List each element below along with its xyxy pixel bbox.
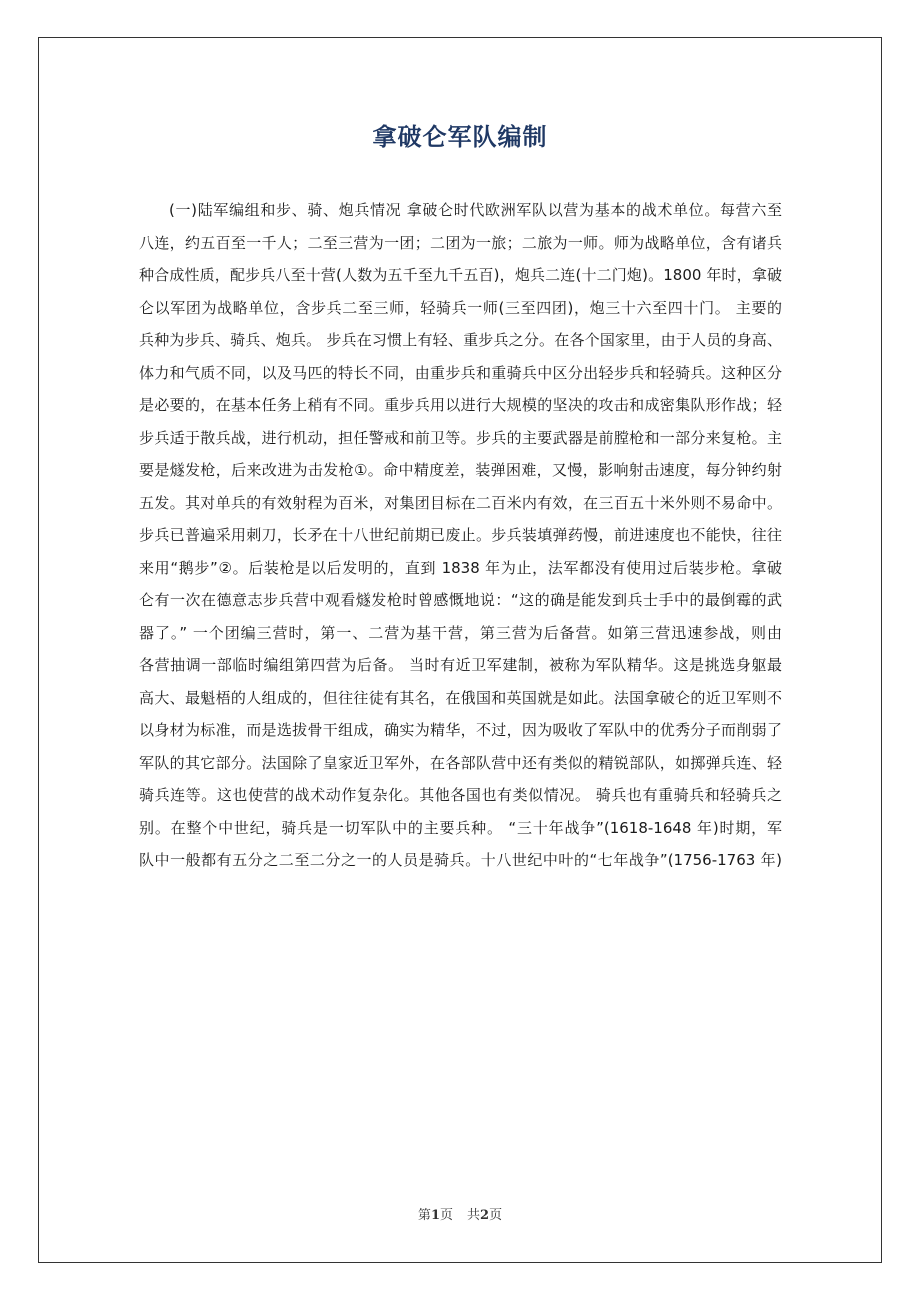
page-footer xyxy=(0,1206,920,1226)
body-line: 军队的其它部分。法国除了皇家近卫军外，在各部队营中还有类似的精锐部队，如掷弹兵连、轻 xyxy=(139,753,782,772)
body-line: 步兵适于散兵战，进行机动，担任警戒和前卫等。步兵的主要武器是前膛枪和一部分来复枪。主 xyxy=(139,428,782,447)
body-line: 以身材为标准，而是选拔骨干组成，确实为精华，不过，因为吸收了军队中的优秀分子而削弱了 xyxy=(139,721,782,739)
body-line: 要是燧发枪，后来改进为击发枪①。命中精度差，装弹困难，又慢，影响射击速度，每分钟约射 xyxy=(139,461,782,479)
footer-prefix: 第 xyxy=(417,1208,431,1223)
footer-page-number: 1 xyxy=(430,1208,440,1223)
body-line: 兵种为步兵、骑兵、炮兵。 步兵在习惯上有轻、重步兵之分。在各个国家里，由于人员的身高、 xyxy=(139,331,782,349)
body-line: 骑兵连等。这也使营的战术动作复杂化。其他各国也有类似情况。 骑兵也有重骑兵和轻骑兵之 xyxy=(139,786,782,804)
footer-total-unit: 页 xyxy=(489,1208,503,1223)
footer-page-unit: 页 xyxy=(439,1208,453,1223)
body-line: 别。在整个中世纪，骑兵是一切军队中的主要兵种。 “三十年战争”(1618-1648 年)时期，军 xyxy=(139,818,782,837)
body-line: 种合成性质，配步兵八至十营(人数为五千至九千五百)，炮兵二连(十二门炮)。1800 年时，拿破 xyxy=(139,266,782,284)
body-line: 队中一般都有五分之二至二分之一的人员是骑兵。十八世纪中叶的“七年战争”(1756-1763 年) xyxy=(139,851,782,869)
body-line: 来用“鹅步”②。后装枪是以后发明的，直到 1838 年为止，法军都没有使用过后装步枪。拿破 xyxy=(139,558,782,577)
document-title: 拿破仑军队编制 xyxy=(372,123,548,151)
body-line: (一)陆军编组和步、骑、炮兵情况 拿破仑时代欧洲军队以营为基本的战术单位。每营六至 xyxy=(169,201,782,219)
footer-total-pages: 2 xyxy=(480,1208,490,1223)
body-line: 体力和气质不同，以及马匹的特长不同，由重步兵和重骑兵中区分出轻步兵和轻骑兵。这种区分 xyxy=(139,363,782,382)
body-line: 高大、最魁梧的人组成的，但往往徒有其名，在俄国和英国就是如此。法国拿破仑的近卫军则不 xyxy=(139,688,782,707)
footer-total-prefix: 共 xyxy=(467,1208,481,1223)
body-line: 步兵已普遍采用刺刀，长矛在十八世纪前期已废止。步兵装填弹药慢，前进速度也不能快，往往 xyxy=(139,526,782,544)
body-line: 八连，约五百至一千人；二至三营为一团；二团为一旅；二旅为一师。师为战略单位，含有诸兵 xyxy=(139,233,782,252)
body-line: 是必要的，在基本任务上稍有不同。重步兵用以进行大规模的坚决的攻击和成密集队形作战；轻 xyxy=(139,396,782,414)
body-line: 各营抽调一部临时编组第四营为后备。 当时有近卫军建制，被称为军队精华。这是挑选身躯最 xyxy=(139,656,782,674)
body-line: 仑有一次在德意志步兵营中观看燧发枪时曾感慨地说：“这的确是能发到兵士手中的最倒霉的武 xyxy=(139,591,782,609)
body-line: 仑以军团为战略单位，含步兵二至三师，轻骑兵一师(三至四团)，炮三十六至四十门。 主要的 xyxy=(139,298,782,317)
document-body xyxy=(139,194,782,877)
body-line: 五发。其对单兵的有效射程为百米，对集团目标在二百米内有效，在三百五十米外则不易命中。 xyxy=(139,493,782,512)
body-line: 器了。” 一个团编三营时，第一、二营为基干营，第三营为后备营。如第三营迅速参战，则由 xyxy=(139,623,782,642)
